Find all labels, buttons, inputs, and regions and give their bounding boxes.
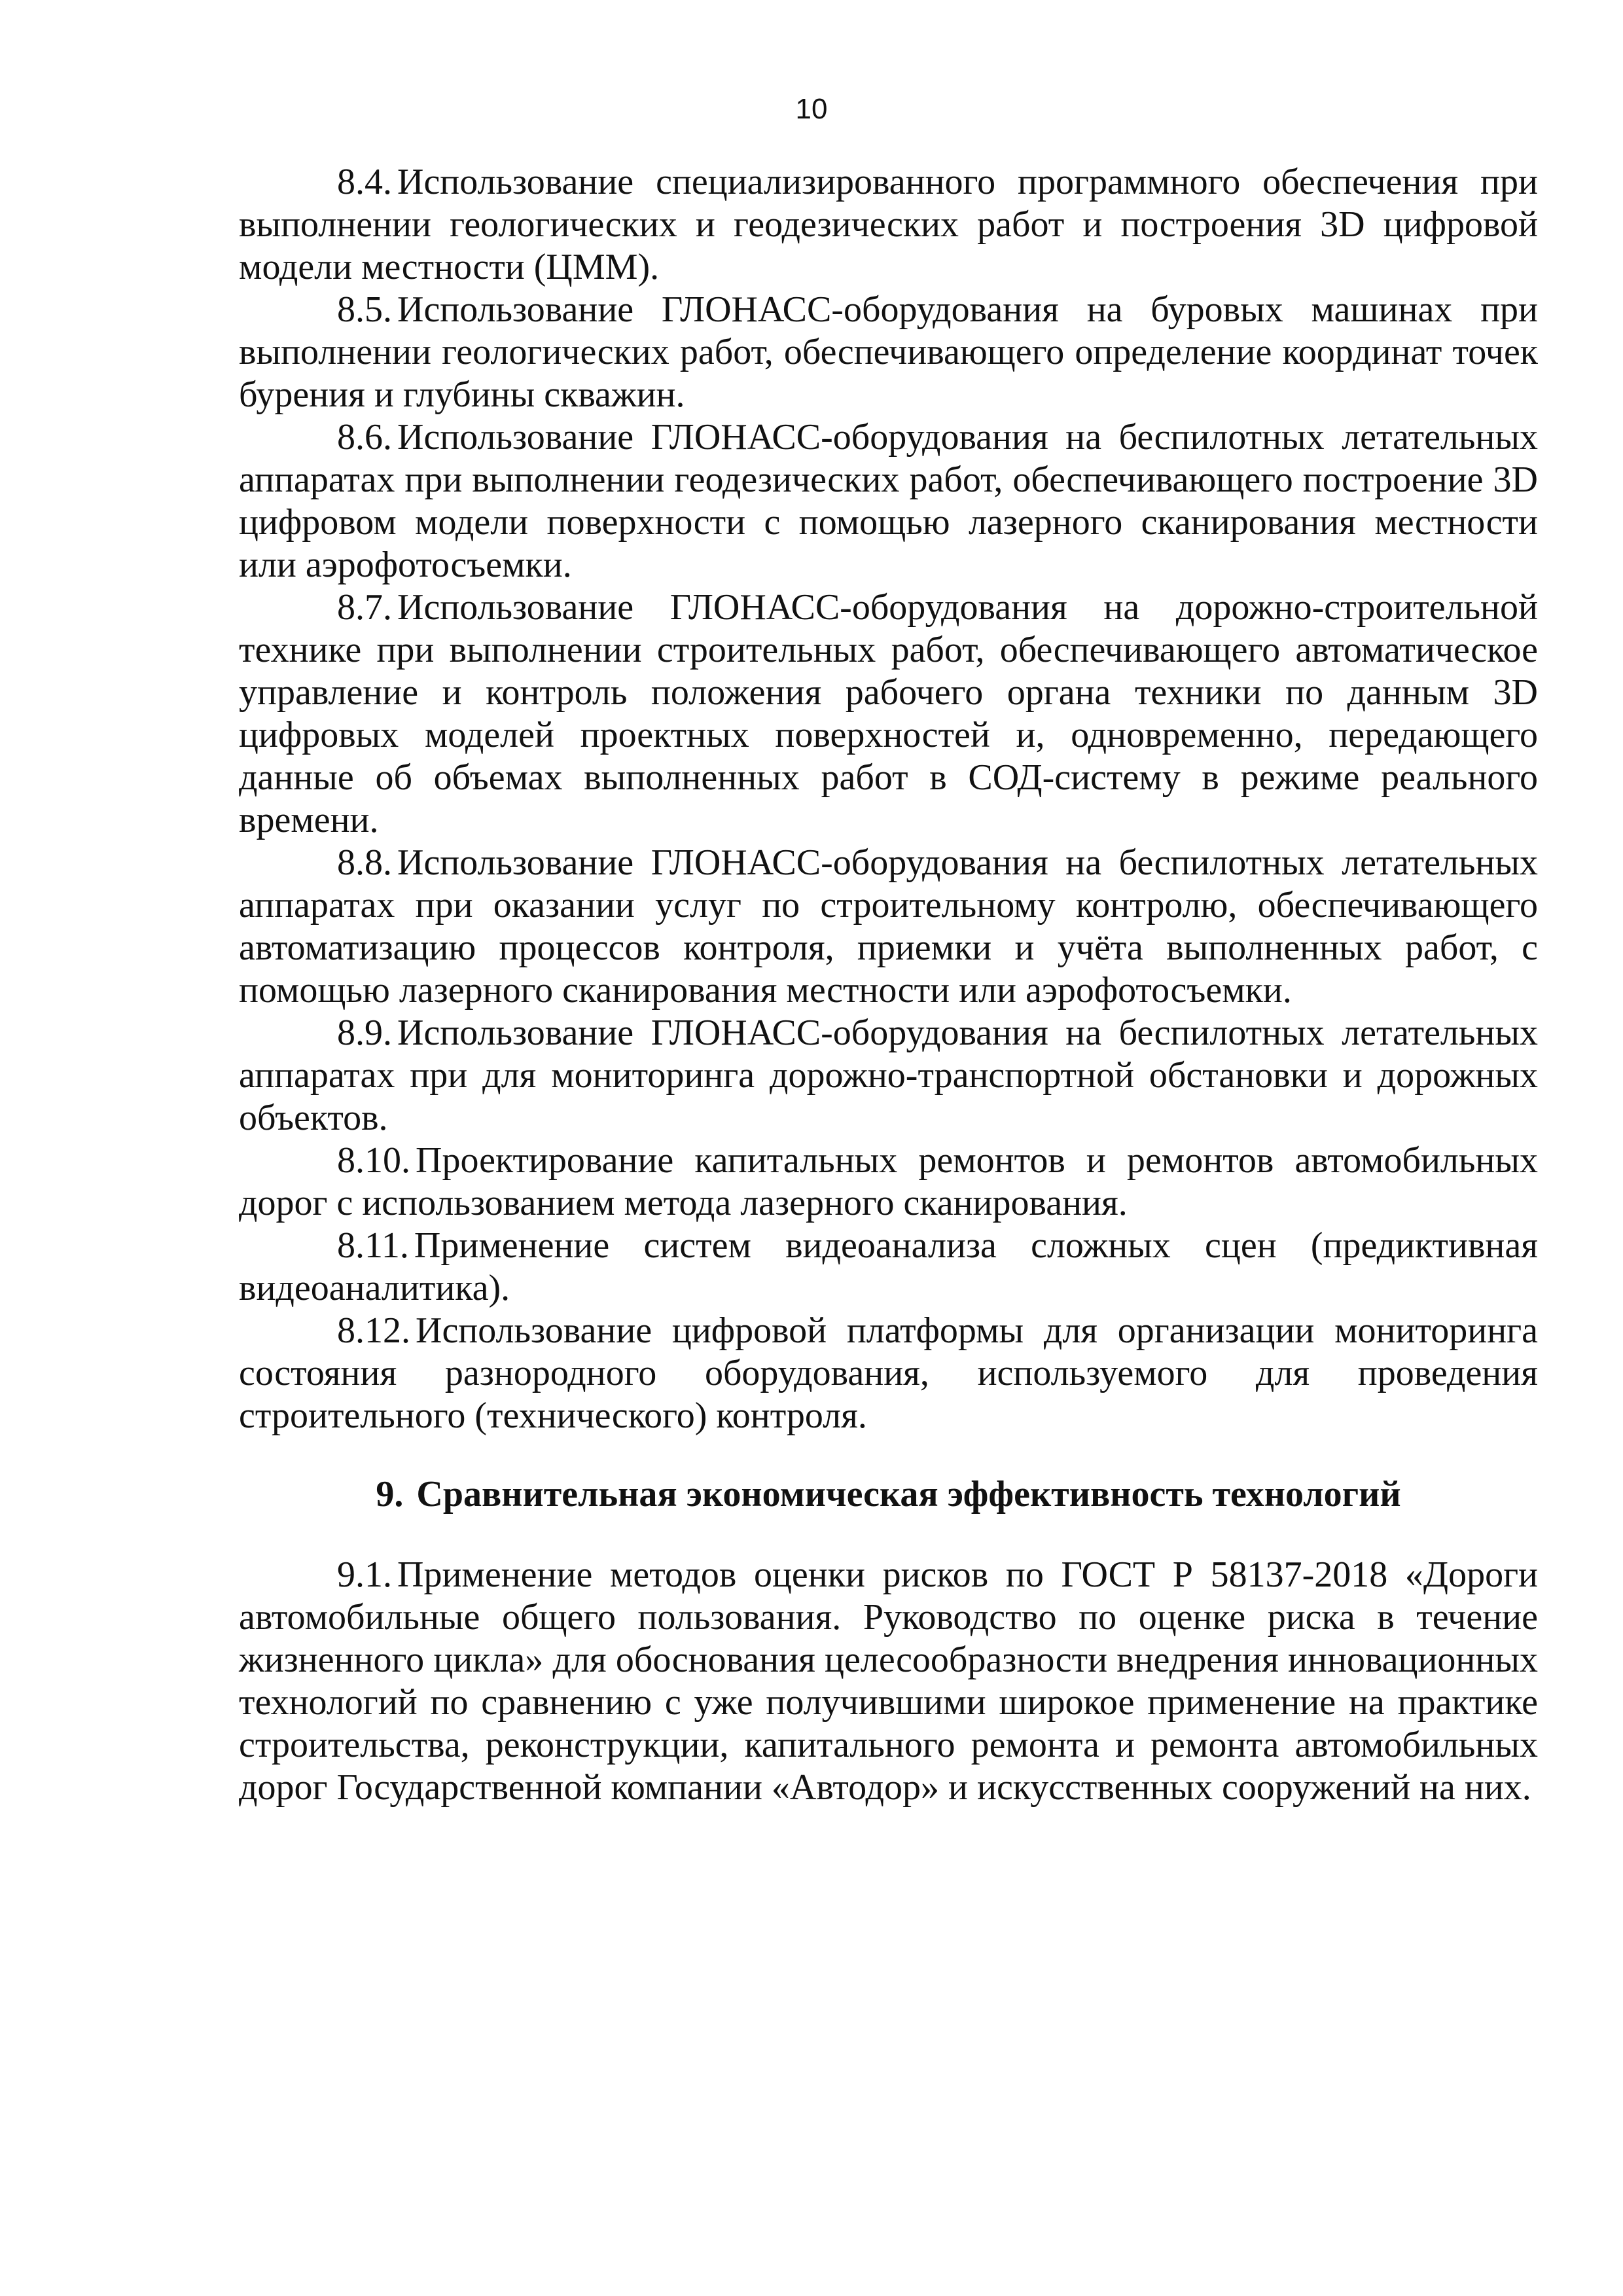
paragraph-8-9 xyxy=(239,1012,1538,1139)
item-number: 8.5. xyxy=(337,289,392,330)
paragraph-8-11 xyxy=(239,1225,1538,1310)
document-body xyxy=(239,161,1538,1809)
item-text: Применение методов оценки рисков по ГОСТ Р 58137-2018 «Дороги автомобильные общего пользования. Руководство по оценке риска в течение жизненного цикла» для обоснования целесообразности внедрения инновационных технологий по сравнению с уже получившими широкое применение на практике строительства, реконструкции, капитального ремонта и ремонта автомобильных дорог Государственной компании «Автодор» и искусственных сооружений на них. xyxy=(239,1554,1538,1808)
paragraph-8-5 xyxy=(239,289,1538,416)
item-number: 8.10. xyxy=(337,1140,410,1181)
item-number: 8.9. xyxy=(337,1013,392,1053)
item-text: Использование специализированного программного обеспечения при выполнении геологических и геодезических работ и построения 3D цифровой модели местности (ЦММ). xyxy=(239,162,1538,287)
paragraph-8-8 xyxy=(239,842,1538,1012)
item-number: 8.11. xyxy=(337,1225,409,1266)
item-number: 8.8. xyxy=(337,842,392,883)
paragraph-9-1 xyxy=(239,1554,1538,1809)
item-number: 8.7. xyxy=(337,587,392,628)
item-text: Использование ГЛОНАСС-оборудования на беспилотных летательных аппаратах при выполнении геодезических работ, обеспечивающего построение 3D цифровом модели поверхности с помощью лазерного сканирования местности или аэрофотосъемки. xyxy=(239,417,1538,585)
item-number: 8.12. xyxy=(337,1310,410,1351)
paragraph-8-6 xyxy=(239,416,1538,586)
item-text: Применение систем видеоанализа сложных сцен (предиктивная видеоаналитика). xyxy=(239,1225,1538,1308)
page-number: 10 xyxy=(795,93,828,125)
item-number: 8.4. xyxy=(337,162,392,202)
item-text: Использование ГЛОНАСС-оборудования на беспилотных летательных аппаратах при оказании услуг по строительному контролю, обеспечивающего автоматизацию процессов контроля, приемки и учёта выполненных работ, с помощью лазерного сканирования местности или аэрофотосъемки. xyxy=(239,842,1538,1011)
paragraph-8-12 xyxy=(239,1310,1538,1437)
item-text: Использование ГЛОНАСС-оборудования на дорожно-строительной технике при выполнении строительных работ, обеспечивающего автоматическое управление и контроль положения рабочего органа техники по данным 3D цифровых моделей проектных поверхностей и, одновременно, передающего данные об объемах выполненных работ в СОД-систему в режиме реального времени. xyxy=(239,587,1538,840)
item-text: Использование цифровой платформы для организации мониторинга состояния разнородного оборудования, используемого для проведения строительного (технического) контроля. xyxy=(239,1310,1538,1436)
paragraph-8-7 xyxy=(239,586,1538,842)
section-heading-9 xyxy=(239,1473,1538,1516)
paragraph-8-4 xyxy=(239,161,1538,289)
item-number: 9.1. xyxy=(337,1554,392,1595)
paragraph-8-10 xyxy=(239,1139,1538,1225)
item-text: Использование ГЛОНАСС-оборудования на беспилотных летательных аппаратах при для мониторинга дорожно-транспортной обстановки и дорожных объектов. xyxy=(239,1013,1538,1138)
section-spacer xyxy=(239,1516,1538,1554)
section-number: 9. xyxy=(376,1474,404,1515)
item-text: Использование ГЛОНАСС-оборудования на буровых машинах при выполнении геологических работ, обеспечивающего определение координат точек бурения и глубины скважин. xyxy=(239,289,1538,415)
item-text: Проектирование капитальных ремонтов и ремонтов автомобильных дорог с использованием метода лазерного сканирования. xyxy=(239,1140,1538,1223)
section-title: Сравнительная экономическая эффективность технологий xyxy=(416,1474,1401,1515)
item-number: 8.6. xyxy=(337,417,392,457)
